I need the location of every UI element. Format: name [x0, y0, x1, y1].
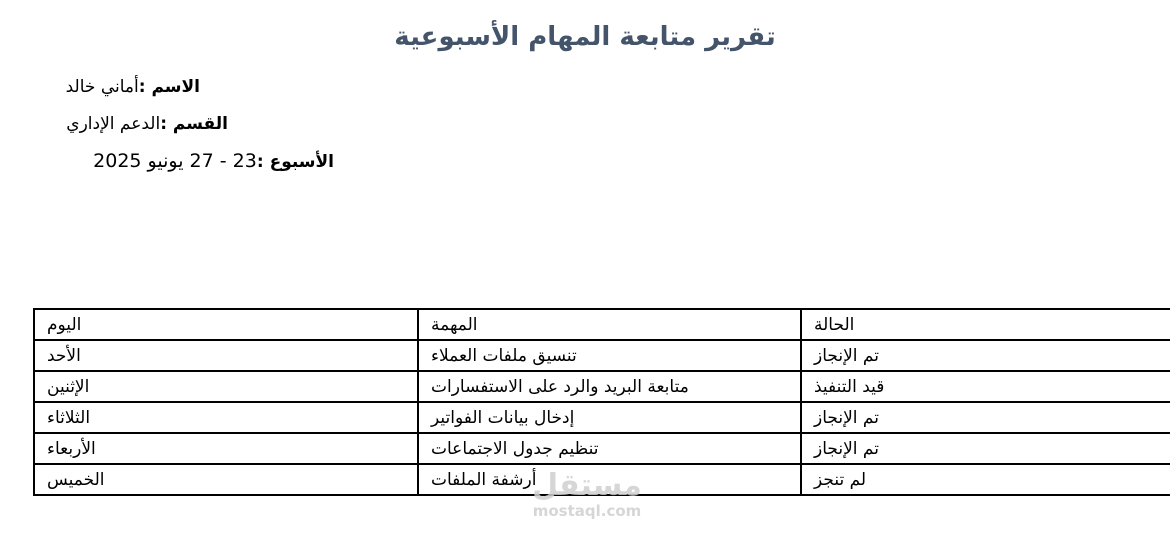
watermark-url: mostaql.com: [532, 502, 642, 520]
department-label: القسم :: [160, 114, 228, 134]
name-value: أماني خالد: [65, 77, 139, 97]
cell-day: الثلاثاء: [34, 402, 418, 433]
header-day: اليوم: [34, 309, 418, 340]
cell-day: الأحد: [34, 340, 418, 371]
table-row: [34, 402, 1170, 433]
watermark-brand: مستقل: [532, 468, 642, 503]
cell-day: الأربعاء: [34, 433, 418, 464]
cell-task: تنظيم جدول الاجتماعات: [418, 433, 801, 464]
week-line: [93, 150, 334, 172]
name-label: الاسم :: [138, 77, 200, 97]
table-row: [34, 433, 1170, 464]
table-row: [34, 340, 1170, 371]
cell-task: متابعة البريد والرد على الاستفسارات: [418, 371, 801, 402]
cell-status: لم تنجز: [801, 464, 1170, 495]
header-status: الحالة: [801, 309, 1170, 340]
table-header-row: [34, 309, 1170, 340]
cell-day: الخميس: [34, 464, 418, 495]
cell-task: إدخال بيانات الفواتير: [418, 402, 801, 433]
table-row: [34, 371, 1170, 402]
header-task: المهمة: [418, 309, 801, 340]
cell-status: قيد التنفيذ: [801, 371, 1170, 402]
watermark-logo: [512, 470, 662, 520]
cell-task: أرشفة الملفات: [418, 464, 801, 495]
cell-task: تنسيق ملفات العملاء: [418, 340, 801, 371]
name-line: [66, 77, 200, 97]
cell-status: تم الإنجاز: [801, 340, 1170, 371]
week-value: 23 - 27 يونيو 2025: [93, 150, 257, 172]
department-value: الدعم الإداري: [66, 114, 161, 134]
cell-day: الإثنين: [34, 371, 418, 402]
department-line: [66, 114, 228, 134]
cell-status: تم الإنجاز: [801, 402, 1170, 433]
report-title: تقرير متابعة المهام الأسبوعية: [394, 22, 776, 52]
week-label: الأسبوع :: [256, 152, 334, 172]
cell-status: تم الإنجاز: [801, 433, 1170, 464]
